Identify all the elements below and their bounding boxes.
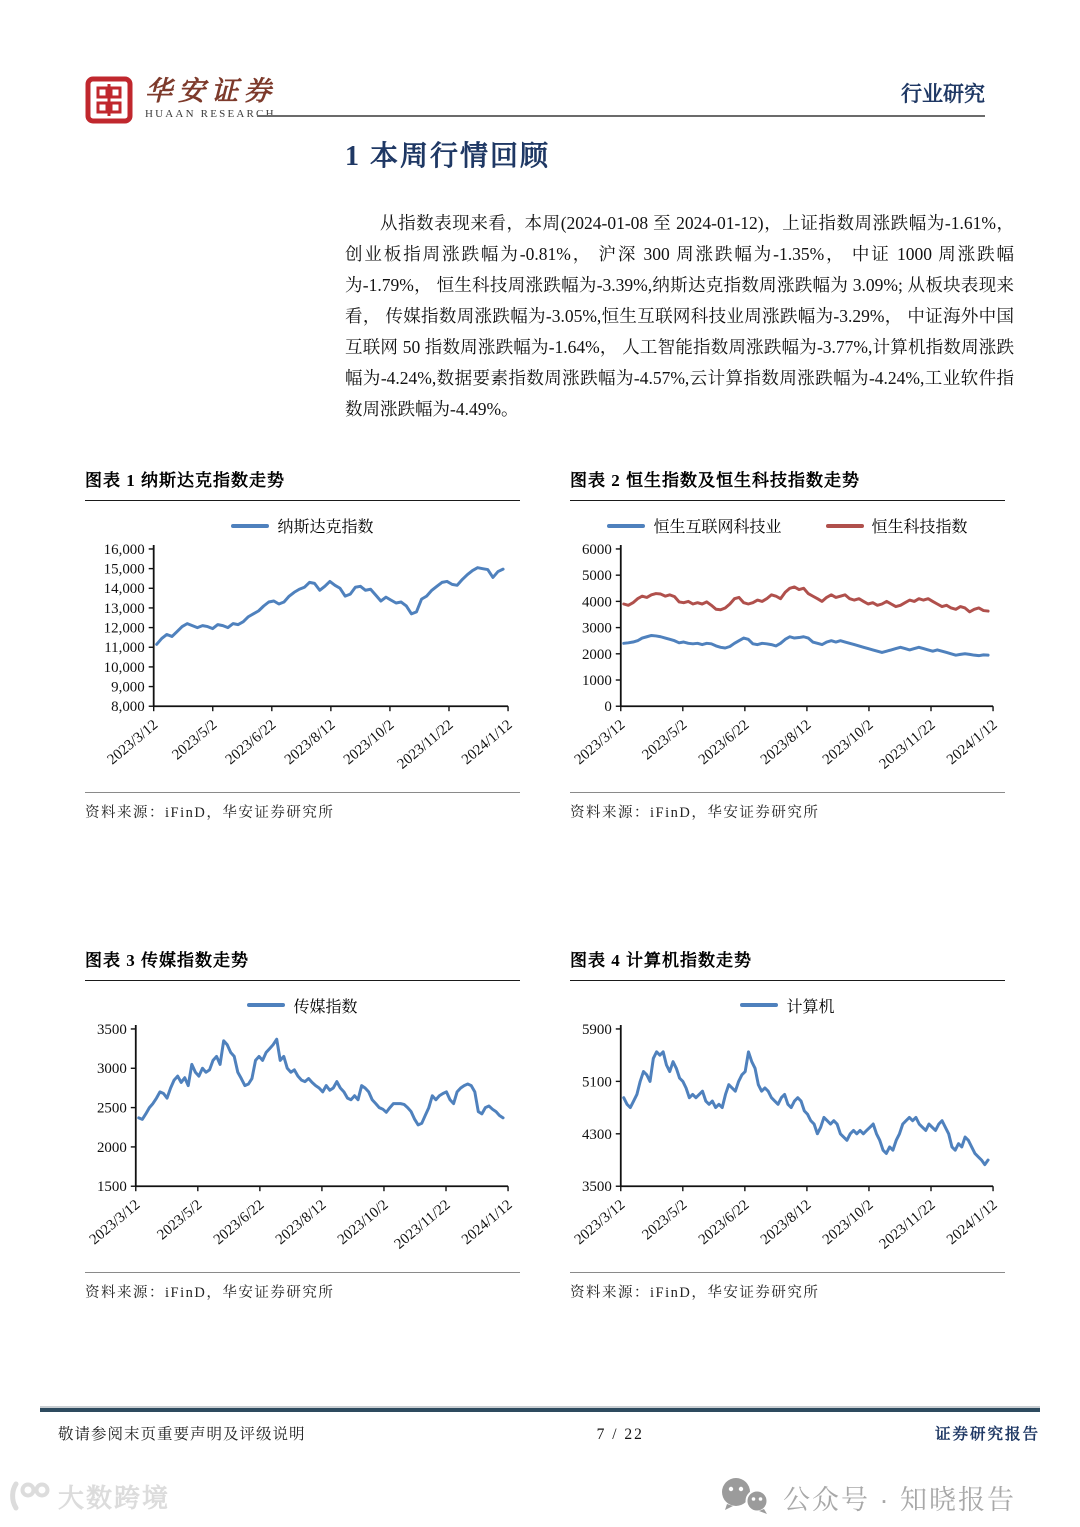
legend-item (740, 994, 834, 1017)
y-tick-label: 2500 (96, 1100, 127, 1117)
section-title: 1 本周行情回顾 (345, 141, 551, 172)
y-tick-label: 5900 (581, 1021, 612, 1038)
y-tick-label: 11,000 (104, 640, 145, 657)
chart-figure-nasdaq (85, 466, 520, 822)
y-tick-label: 3000 (96, 1061, 127, 1078)
page-footer (58, 1422, 1040, 1444)
x-tick-label: 2023/5/2 (639, 1196, 691, 1244)
x-tick-label: 2023/5/2 (169, 716, 221, 764)
y-tick-label: 0 (604, 699, 612, 716)
y-tick-label: 3500 (96, 1021, 127, 1038)
y-tick-label: 5000 (581, 568, 612, 585)
legend-line-swatch (247, 1003, 285, 1007)
footer-divider (40, 1406, 1040, 1412)
legend-item (231, 514, 373, 537)
chart-legend (570, 994, 1005, 1017)
legend-line-swatch (826, 524, 864, 528)
chart-source: 资料来源：iFinD，华安证券研究所 (85, 1272, 520, 1302)
legend-label: 传媒指数 (293, 998, 358, 1016)
logo-en-text: HUAAN RESEARCH (145, 108, 276, 120)
legend-line-swatch (231, 524, 269, 528)
y-tick-label: 13,000 (103, 600, 145, 617)
y-tick-label: 5100 (581, 1074, 612, 1091)
y-tick-label: 15,000 (103, 561, 145, 578)
x-tick-label: 2023/10/2 (819, 1196, 877, 1248)
huaan-seal-icon (85, 76, 133, 124)
x-tick-label: 2023/5/2 (154, 1196, 206, 1244)
chart-legend (85, 994, 520, 1017)
chart-legend (570, 514, 1005, 537)
x-tick-label: 2023/3/12 (86, 1196, 144, 1248)
chart-canvas (570, 539, 1005, 790)
y-tick-label: 9,000 (111, 679, 145, 696)
y-tick-label: 10,000 (103, 659, 145, 676)
watermark-wechat (719, 1477, 1016, 1517)
series-line (139, 1039, 503, 1125)
x-tick-label: 2023/8/12 (757, 716, 815, 769)
x-tick-label: 2023/6/22 (210, 1196, 268, 1248)
x-tick-label: 2023/8/12 (272, 1196, 330, 1248)
wechat-icon (719, 1477, 771, 1517)
y-tick-label: 1500 (96, 1179, 127, 1196)
chart-title: 图表 2 恒生指数及恒生科技指数走势 (570, 466, 1005, 501)
series-line (624, 635, 988, 655)
report-category-label: 行业研究 (901, 82, 985, 106)
logo-text-block (145, 76, 277, 120)
x-tick-label: 2023/11/22 (391, 1196, 454, 1253)
y-tick-label: 14,000 (103, 581, 145, 598)
y-tick-label: 16,000 (103, 541, 145, 558)
y-tick-label: 6000 (581, 541, 612, 558)
x-tick-label: 2023/6/22 (222, 716, 280, 769)
y-tick-label: 2000 (581, 646, 612, 663)
chart-figure-computer (570, 946, 1005, 1302)
chart-legend (85, 514, 520, 537)
x-tick-label: 2024/1/12 (943, 1196, 1001, 1248)
chart-source: 资料来源：iFinD，华安证券研究所 (85, 792, 520, 822)
x-tick-label: 2023/6/22 (695, 716, 753, 769)
legend-label: 恒生科技指数 (871, 519, 968, 536)
legend-item (247, 994, 357, 1017)
x-tick-label: 2023/11/22 (876, 716, 939, 773)
y-tick-label: 4000 (581, 594, 612, 611)
x-tick-label: 2023/5/2 (639, 716, 691, 764)
x-tick-label: 2023/11/22 (394, 716, 457, 773)
watermark-dashu-text: 大数跨境 (58, 1483, 171, 1513)
chart-title: 图表 1 纳斯达克指数走势 (85, 466, 520, 501)
legend-label: 纳斯达克指数 (277, 519, 374, 536)
x-tick-label: 2023/8/12 (757, 1196, 815, 1248)
header-divider (257, 115, 985, 117)
footer-disclaimer: 敬请参阅末页重要声明及评级说明 (58, 1426, 306, 1443)
charts-grid (85, 466, 1005, 1302)
series-line (624, 587, 988, 612)
logo-cn-text: 华安证券 (145, 76, 277, 106)
chart-canvas (85, 1019, 520, 1270)
series-line (624, 1052, 988, 1165)
chart-title: 图表 3 传媒指数走势 (85, 946, 520, 981)
x-tick-label: 2024/1/12 (458, 1196, 516, 1248)
x-tick-label: 2023/3/12 (571, 1196, 629, 1248)
intro-paragraph: 从指数表现来看，本周(2024-01-08 至 2024-01-12)，上证指数周涨跌幅为-1.61%， 创业板指周涨跌幅为-0.81%， 沪深 300 周涨跌幅为-1.35%， 中证 1000 周涨跌幅为-1.79%， 恒生科技周涨跌幅为-3.39%,纳斯达克指数周涨跌幅为 3.09%; 从板块表现来看， 传媒指数周涨跌幅为-3.05%,恒生互联网科技业周涨跌幅为-3.29%， 中证海外中国互联网 50 指数周涨跌幅为-1.64%， 人工智能指数周涨跌幅为-3.77%,计算机指数周涨跌幅为-4.24%,数据要素指数周涨跌幅为-4.57%,云计算指数周涨跌幅为-4.24%,工业软件指数周涨跌幅为-4.49%。 (345, 212, 1014, 419)
legend-item (607, 514, 781, 537)
page-number: 7 / 22 (596, 1426, 644, 1443)
x-tick-label: 2024/1/12 (458, 716, 516, 769)
chart-canvas (570, 1019, 1005, 1270)
dashu-logo-icon (8, 1480, 52, 1514)
y-tick-label: 1000 (581, 672, 612, 689)
chart-figure-hangseng (570, 466, 1005, 822)
x-tick-label: 2023/10/2 (819, 716, 877, 769)
x-tick-label: 2023/3/12 (571, 716, 629, 769)
watermark-wechat-text: 公众号 · 知晓报告 (783, 1484, 1016, 1515)
y-tick-label: 3000 (581, 620, 612, 637)
chart-source: 资料来源：iFinD，华安证券研究所 (570, 792, 1005, 822)
watermark-dashu (8, 1478, 170, 1515)
legend-label: 恒生互联网科技业 (653, 519, 782, 536)
legend-label: 计算机 (786, 998, 835, 1016)
chart-figure-media (85, 946, 520, 1302)
legend-item (826, 514, 968, 537)
y-tick-label: 2000 (96, 1139, 127, 1156)
x-tick-label: 2023/8/12 (281, 716, 339, 769)
x-tick-label: 2024/1/12 (943, 716, 1001, 769)
legend-line-swatch (740, 1003, 778, 1007)
x-tick-label: 2023/11/22 (876, 1196, 939, 1253)
x-tick-label: 2023/10/2 (340, 716, 398, 769)
series-line (157, 568, 503, 645)
legend-line-swatch (607, 524, 645, 528)
chart-canvas (85, 539, 520, 790)
y-tick-label: 8,000 (111, 699, 145, 716)
y-tick-label: 12,000 (103, 620, 145, 637)
x-tick-label: 2023/10/2 (334, 1196, 392, 1248)
x-tick-label: 2023/6/22 (695, 1196, 753, 1248)
x-tick-label: 2023/3/12 (104, 716, 162, 769)
y-tick-label: 3500 (581, 1179, 612, 1196)
footer-report-type: 证券研究报告 (934, 1426, 1040, 1443)
y-tick-label: 4300 (581, 1126, 612, 1143)
chart-source: 资料来源：iFinD，华安证券研究所 (570, 1272, 1005, 1302)
chart-title: 图表 4 计算机指数走势 (570, 946, 1005, 981)
